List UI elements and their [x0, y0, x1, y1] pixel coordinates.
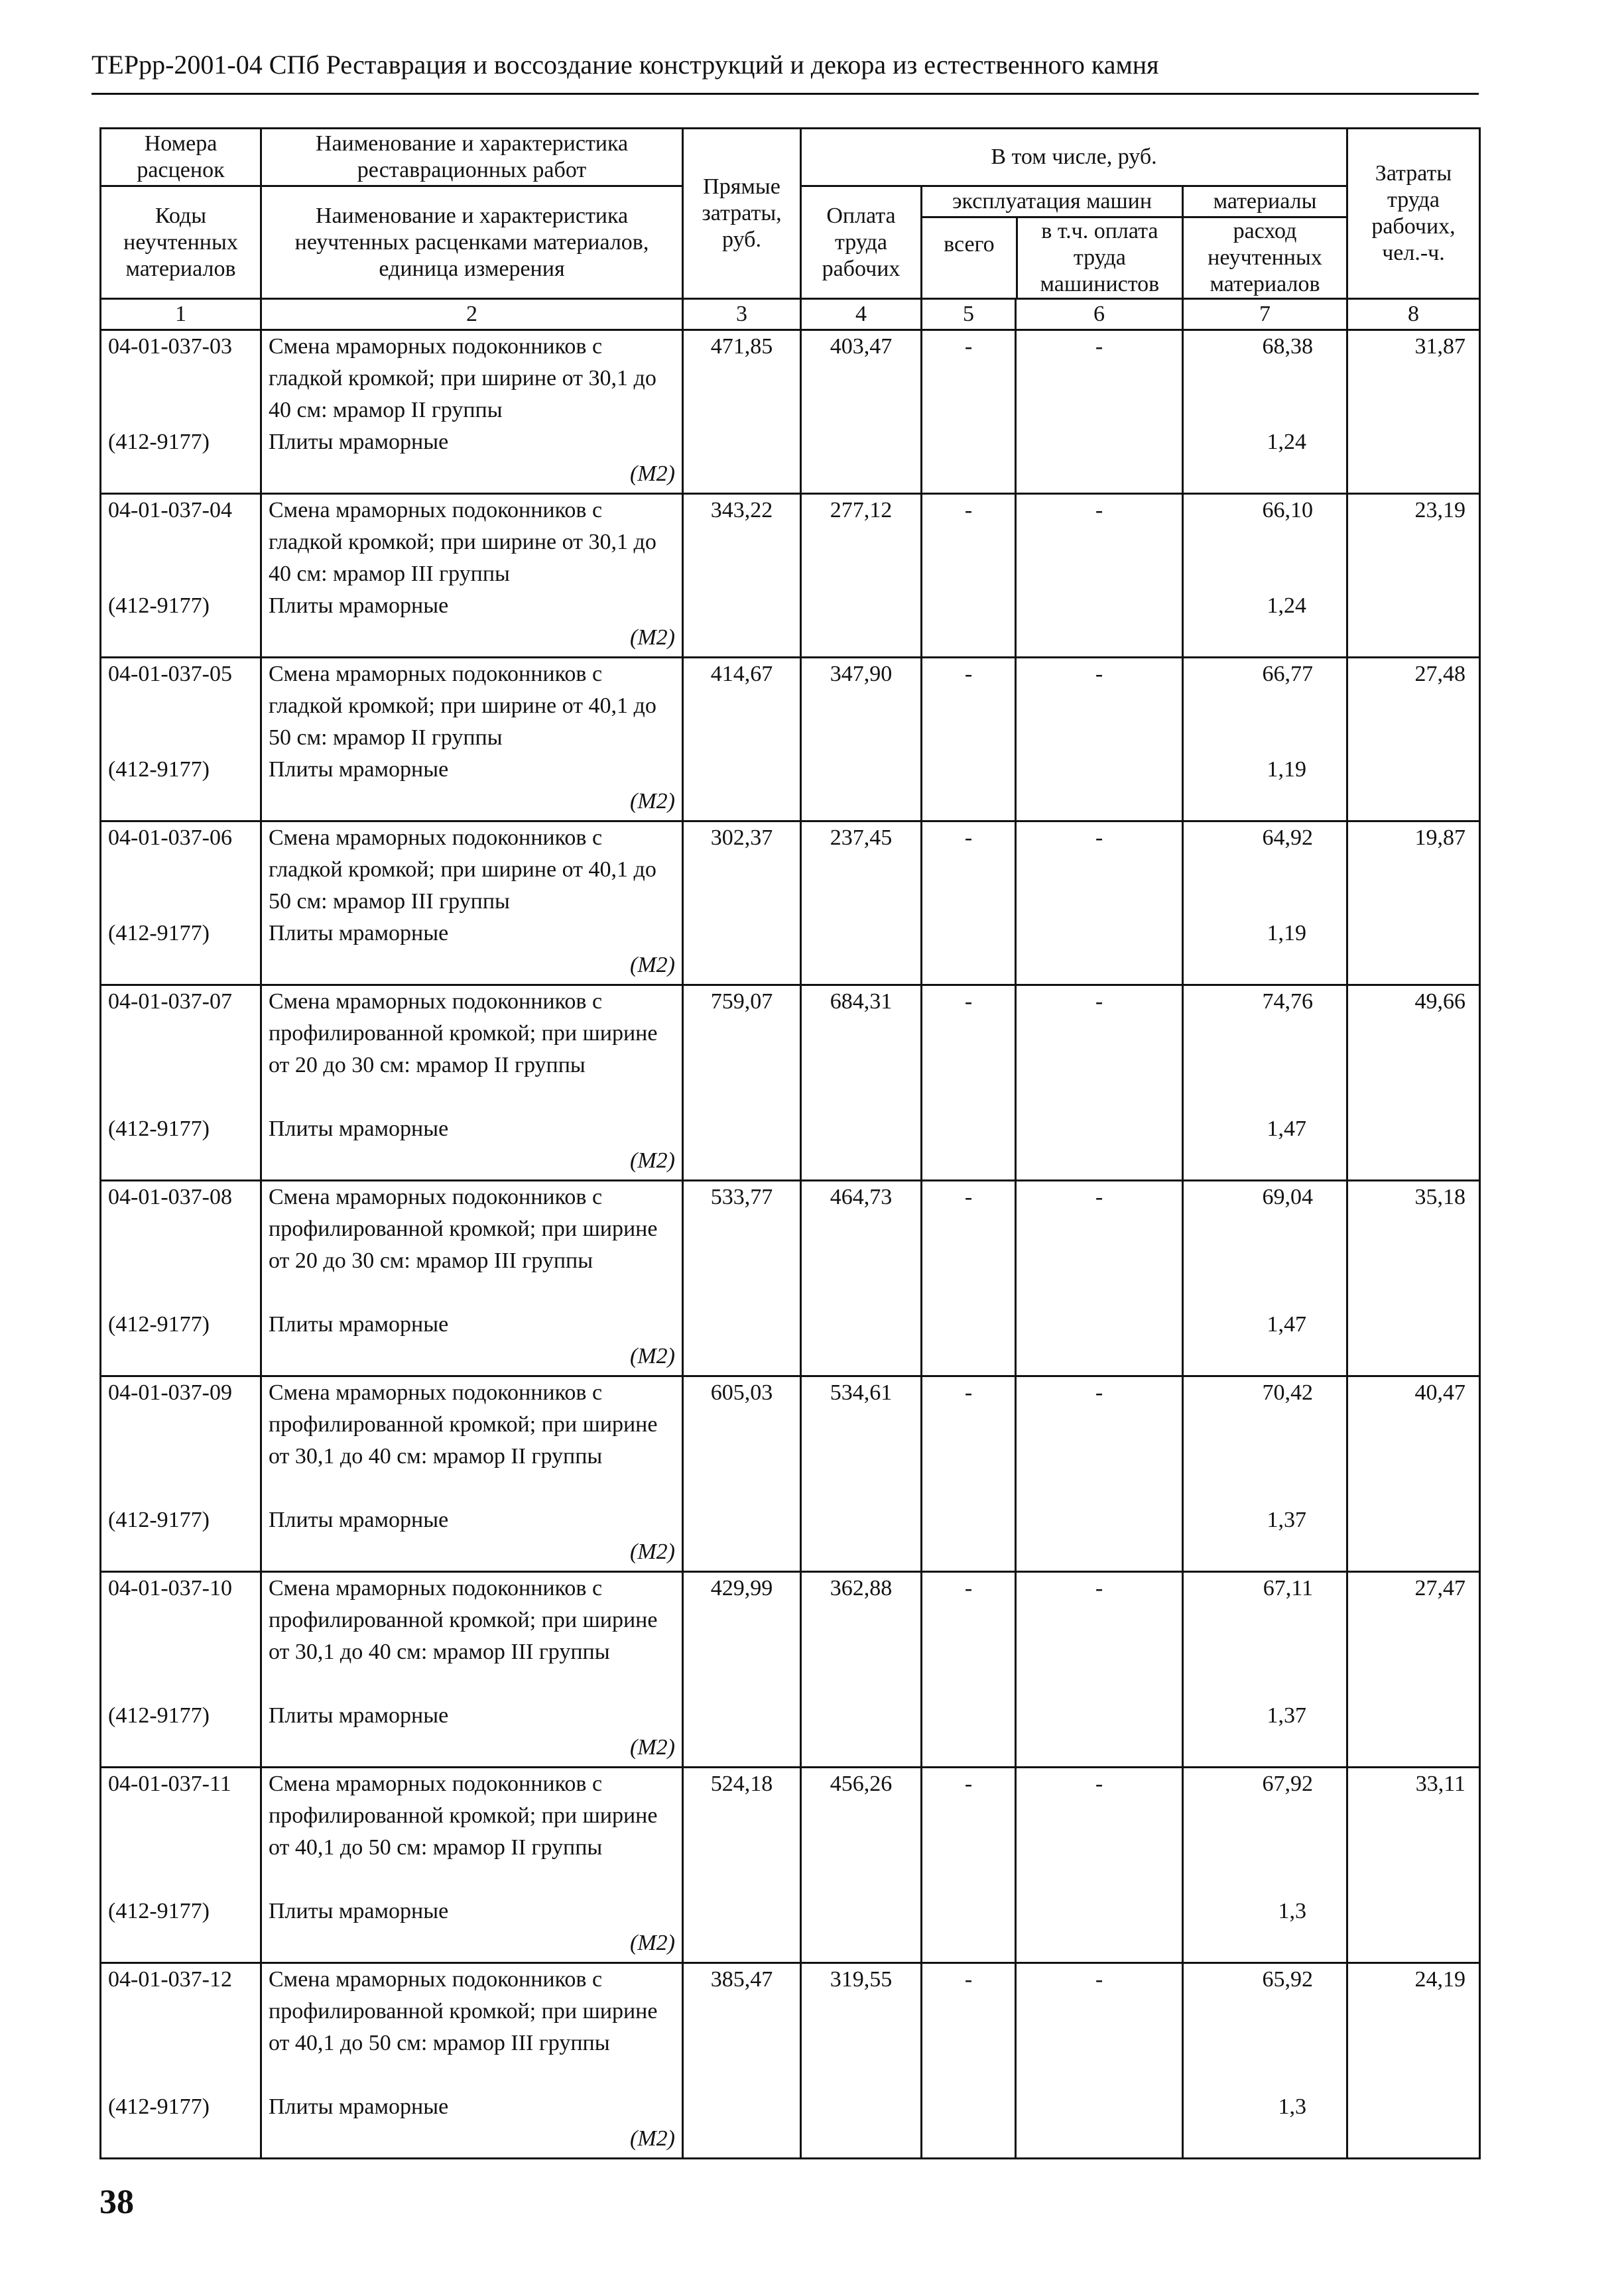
- direct-cost: 471,85: [710, 334, 773, 359]
- machine-operator-cost: -: [1095, 1576, 1103, 1601]
- direct-cost: 759,07: [710, 989, 773, 1014]
- labor-hours-cell: [1347, 1572, 1480, 1768]
- material-name: Плиты мраморные: [269, 921, 449, 945]
- col1-header-bottom: Коды неучтенных материалов: [101, 186, 261, 299]
- direct-cost: 429,99: [710, 1576, 773, 1601]
- direct-cost-cell: [683, 494, 801, 658]
- material-name: Плиты мраморные: [269, 1312, 449, 1337]
- machine-operator-cost: -: [1095, 498, 1103, 522]
- col5-header: всего: [922, 218, 1018, 298]
- labor-hours-cell: [1347, 1963, 1480, 2159]
- labor-cost: 403,47: [830, 334, 893, 359]
- materials-cell: [1183, 494, 1347, 658]
- materials-cost: 66,10: [1262, 498, 1313, 522]
- machine-total-cell: [922, 1181, 1016, 1376]
- labor-hours: 35,18: [1414, 1185, 1465, 1209]
- rate-code: 04-01-037-10: [108, 1576, 232, 1601]
- materials-cost: 67,92: [1262, 1772, 1313, 1796]
- description-cell: [261, 1768, 683, 1963]
- code-cell: [101, 330, 261, 494]
- work-description: Смена мраморных подоконников с гладкой кромкой; при ширине от 30,1 до 40 см: мрамор II группы: [269, 334, 656, 422]
- labor-cost: 534,61: [830, 1380, 893, 1405]
- direct-cost-cell: [683, 985, 801, 1181]
- machine-operator-cell: [1016, 1963, 1183, 2159]
- work-description: Смена мраморных подоконников с профилированной кромкой; при ширине от 40,1 до 50 см: мрамор III группы: [269, 1967, 658, 2055]
- labor-hours-cell: [1347, 1768, 1480, 1963]
- labor-hours-cell: [1347, 1376, 1480, 1572]
- labor-cost: 456,26: [830, 1772, 893, 1796]
- machine-operator-cell: [1016, 1572, 1183, 1768]
- machine-operator-cell: [1016, 1181, 1183, 1376]
- description-cell: [261, 1376, 683, 1572]
- labor-cost: 684,31: [830, 989, 893, 1014]
- running-header: ТЕРрр-2001-04 СПб Реставрация и воссоздание конструкций и декора из естественного камня: [92, 50, 1159, 80]
- material-code: (412-9177): [108, 593, 210, 618]
- materials-cost: 70,42: [1262, 1380, 1313, 1405]
- machine-operator-cost: -: [1095, 662, 1103, 686]
- work-description: Смена мраморных подоконников с профилированной кромкой; при ширине от 30,1 до 40 см: мрамор III группы: [269, 1576, 658, 1664]
- material-quantity: 1,47: [1267, 1312, 1306, 1337]
- material-quantity: 1,3: [1278, 2094, 1306, 2119]
- machines-header: эксплуатация машин: [922, 187, 1182, 218]
- machine-operator-cost: -: [1095, 334, 1103, 359]
- description-cell: [261, 1181, 683, 1376]
- machine-operator-cost: -: [1095, 1185, 1103, 1209]
- column-number: 3: [683, 299, 801, 330]
- column-number: 8: [1347, 299, 1480, 330]
- machine-total: -: [964, 1380, 973, 1405]
- machine-total-cell: [922, 494, 1016, 658]
- labor-hours-cell: [1347, 494, 1480, 658]
- labor-hours: 31,87: [1414, 334, 1465, 359]
- materials-cell: [1183, 985, 1347, 1181]
- page-number: 38: [99, 2183, 134, 2221]
- col7-header: расход неучтенных материалов: [1208, 219, 1322, 296]
- materials-cell: [1183, 821, 1347, 985]
- rate-code: 04-01-037-12: [108, 1967, 232, 1992]
- col2-header-bottom: Наименование и характеристика неучтенных расценками материалов, единица измерения: [261, 186, 683, 299]
- machine-total: -: [964, 1576, 973, 1601]
- labor-cost: 347,90: [830, 662, 893, 686]
- material-code: (412-9177): [108, 1312, 210, 1337]
- materials-cost: 74,76: [1262, 989, 1313, 1014]
- labor-cost-cell: [801, 330, 922, 494]
- labor-hours: 40,47: [1414, 1380, 1465, 1405]
- machine-total: -: [964, 662, 973, 686]
- table-row: [101, 1768, 1480, 1963]
- direct-cost: 414,67: [710, 662, 773, 686]
- code-cell: [101, 821, 261, 985]
- code-cell: [101, 1572, 261, 1768]
- material-unit: (М2): [630, 953, 675, 977]
- code-cell: [101, 1963, 261, 2159]
- col1-header-top: Номера расценок: [101, 129, 261, 186]
- column-number: 5: [922, 299, 1016, 330]
- machine-total: -: [964, 334, 973, 359]
- labor-cost-cell: [801, 658, 922, 821]
- header-rule: [92, 93, 1479, 95]
- direct-cost-cell: [683, 821, 801, 985]
- work-description: Смена мраморных подоконников с гладкой кромкой; при ширине от 30,1 до 40 см: мрамор III группы: [269, 498, 656, 586]
- labor-cost-cell: [801, 494, 922, 658]
- machine-total: -: [964, 498, 973, 522]
- direct-cost-cell: [683, 1376, 801, 1572]
- material-name: Плиты мраморные: [269, 1899, 449, 1923]
- direct-cost-cell: [683, 330, 801, 494]
- direct-cost-cell: [683, 1572, 801, 1768]
- col4-header: Оплата труда рабочих: [822, 203, 901, 281]
- rate-code: 04-01-037-08: [108, 1185, 232, 1209]
- work-description: Смена мраморных подоконников с профилированной кромкой; при ширине от 20 до 30 см: мрамор III группы: [269, 1185, 658, 1273]
- labor-cost-cell: [801, 1572, 922, 1768]
- labor-hours-cell: [1347, 658, 1480, 821]
- machine-total-cell: [922, 330, 1016, 494]
- material-name: Плиты мраморные: [269, 2094, 449, 2119]
- material-quantity: 1,19: [1267, 921, 1306, 945]
- labor-hours: 49,66: [1414, 989, 1465, 1014]
- rate-code: 04-01-037-03: [108, 334, 232, 359]
- materials-cost: 64,92: [1262, 825, 1313, 850]
- labor-cost-cell: [801, 1181, 922, 1376]
- rate-code: 04-01-037-07: [108, 989, 232, 1014]
- material-quantity: 1,37: [1267, 1508, 1306, 1532]
- col2-header-top: Наименование и характеристика реставрационных работ: [261, 129, 683, 186]
- material-unit: (М2): [630, 625, 675, 650]
- materials-cost: 66,77: [1262, 662, 1313, 686]
- labor-cost: 464,73: [830, 1185, 893, 1209]
- material-quantity: 1,37: [1267, 1703, 1306, 1728]
- description-cell: [261, 1572, 683, 1768]
- machine-total: -: [964, 989, 973, 1014]
- description-cell: [261, 1963, 683, 2159]
- machine-operator-cost: -: [1095, 825, 1103, 850]
- machine-operator-cell: [1016, 985, 1183, 1181]
- labor-hours: 33,11: [1415, 1772, 1465, 1796]
- code-cell: [101, 1376, 261, 1572]
- materials-cost: 68,38: [1262, 334, 1313, 359]
- table-row: [101, 985, 1480, 1181]
- materials-cell: [1183, 1376, 1347, 1572]
- labor-cost-cell: [801, 1768, 922, 1963]
- machine-operator-cell: [1016, 821, 1183, 985]
- machine-total: -: [964, 1185, 973, 1209]
- machine-total-cell: [922, 658, 1016, 821]
- material-unit: (М2): [630, 1540, 675, 1564]
- labor-hours: 27,47: [1414, 1576, 1465, 1601]
- material-code: (412-9177): [108, 1508, 210, 1532]
- machine-total-cell: [922, 1768, 1016, 1963]
- materials-header: материалы: [1184, 187, 1346, 218]
- direct-cost-cell: [683, 1768, 801, 1963]
- col8-header: Затраты труда рабочих, чел.-ч.: [1347, 129, 1480, 299]
- machine-total-cell: [922, 821, 1016, 985]
- materials-cell: [1183, 330, 1347, 494]
- column-number: 1: [101, 299, 261, 330]
- table-row: [101, 658, 1480, 821]
- machine-total-cell: [922, 1376, 1016, 1572]
- group-header: В том числе, руб.: [801, 129, 1347, 186]
- labor-hours: 23,19: [1414, 498, 1465, 522]
- table-row: [101, 1572, 1480, 1768]
- material-name: Плиты мраморные: [269, 1117, 449, 1141]
- machine-operator-cost: -: [1095, 989, 1103, 1014]
- code-cell: [101, 1181, 261, 1376]
- machine-total: -: [964, 825, 973, 850]
- direct-cost: 533,77: [710, 1185, 773, 1209]
- materials-cost: 67,11: [1263, 1576, 1313, 1601]
- labor-hours-cell: [1347, 330, 1480, 494]
- work-description: Смена мраморных подоконников с гладкой кромкой; при ширине от 40,1 до 50 см: мрамор III группы: [269, 825, 656, 914]
- labor-cost-cell: [801, 1376, 922, 1572]
- material-code: (412-9177): [108, 1899, 210, 1923]
- description-cell: [261, 985, 683, 1181]
- work-description: Смена мраморных подоконников с профилированной кромкой; при ширине от 30,1 до 40 см: мрамор II группы: [269, 1380, 658, 1469]
- material-code: (412-9177): [108, 430, 210, 454]
- labor-hours: 27,48: [1414, 662, 1465, 686]
- material-name: Плиты мраморные: [269, 757, 449, 782]
- material-unit: (М2): [630, 461, 675, 486]
- machine-total-cell: [922, 985, 1016, 1181]
- table-row: [101, 494, 1480, 658]
- material-name: Плиты мраморные: [269, 1703, 449, 1728]
- material-name: Плиты мраморные: [269, 430, 449, 454]
- materials-cell: [1183, 1963, 1347, 2159]
- machine-total: -: [964, 1772, 973, 1796]
- machine-operator-cost: -: [1095, 1772, 1103, 1796]
- material-name: Плиты мраморные: [269, 593, 449, 618]
- material-name: Плиты мраморные: [269, 1508, 449, 1532]
- materials-cell: [1183, 1572, 1347, 1768]
- col6-header: в т.ч. оплата труда машинистов: [1040, 219, 1160, 296]
- code-cell: [101, 985, 261, 1181]
- direct-cost: 605,03: [710, 1380, 773, 1405]
- material-code: (412-9177): [108, 1117, 210, 1141]
- code-cell: [101, 494, 261, 658]
- direct-cost-cell: [683, 658, 801, 821]
- machine-operator-cell: [1016, 1376, 1183, 1572]
- description-cell: [261, 658, 683, 821]
- description-cell: [261, 494, 683, 658]
- material-quantity: 1,24: [1267, 430, 1306, 454]
- material-quantity: 1,3: [1278, 1899, 1306, 1923]
- machine-operator-cell: [1016, 494, 1183, 658]
- table-row: [101, 330, 1480, 494]
- machine-operator-cell: [1016, 658, 1183, 821]
- direct-cost-cell: [683, 1963, 801, 2159]
- rates-table: [99, 127, 1481, 2159]
- materials-cost: 65,92: [1262, 1967, 1313, 1992]
- table-row: [101, 1181, 1480, 1376]
- materials-cell: [1183, 1181, 1347, 1376]
- rate-code: 04-01-037-11: [108, 1772, 231, 1796]
- machine-operator-cost: -: [1095, 1380, 1103, 1405]
- materials-cell: [1183, 1768, 1347, 1963]
- rate-code: 04-01-037-05: [108, 662, 232, 686]
- work-description: Смена мраморных подоконников с гладкой кромкой; при ширине от 40,1 до 50 см: мрамор II группы: [269, 662, 656, 750]
- direct-cost: 343,22: [710, 498, 773, 522]
- machine-total-cell: [922, 1963, 1016, 2159]
- labor-cost-cell: [801, 985, 922, 1181]
- material-unit: (М2): [630, 1931, 675, 1955]
- description-cell: [261, 821, 683, 985]
- direct-cost: 385,47: [710, 1967, 773, 1992]
- labor-cost-cell: [801, 821, 922, 985]
- material-quantity: 1,19: [1267, 757, 1306, 782]
- machine-operator-cell: [1016, 1768, 1183, 1963]
- material-unit: (М2): [630, 1148, 675, 1173]
- direct-cost: 524,18: [710, 1772, 773, 1796]
- column-number: 7: [1183, 299, 1347, 330]
- labor-cost: 362,88: [830, 1576, 893, 1601]
- code-cell: [101, 658, 261, 821]
- labor-cost: 319,55: [830, 1967, 893, 1992]
- labor-cost: 237,45: [830, 825, 893, 850]
- material-unit: (М2): [630, 1735, 675, 1760]
- machine-total: -: [964, 1967, 973, 1992]
- labor-hours: 24,19: [1414, 1967, 1465, 1992]
- col3-header: Прямые затраты, руб.: [683, 129, 801, 299]
- table-row: [101, 1376, 1480, 1572]
- machine-operator-cell: [1016, 330, 1183, 494]
- labor-hours-cell: [1347, 985, 1480, 1181]
- machine-operator-cost: -: [1095, 1967, 1103, 1992]
- labor-cost-cell: [801, 1963, 922, 2159]
- rate-code: 04-01-037-04: [108, 498, 232, 522]
- column-number: 6: [1016, 299, 1183, 330]
- material-code: (412-9177): [108, 2094, 210, 2119]
- material-quantity: 1,24: [1267, 593, 1306, 618]
- column-number: 4: [801, 299, 922, 330]
- labor-hours: 19,87: [1414, 825, 1465, 850]
- direct-cost-cell: [683, 1181, 801, 1376]
- column-number: 2: [261, 299, 683, 330]
- material-code: (412-9177): [108, 757, 210, 782]
- work-description: Смена мраморных подоконников с профилированной кромкой; при ширине от 20 до 30 см: мрамор II группы: [269, 989, 658, 1077]
- material-quantity: 1,47: [1267, 1117, 1306, 1141]
- rate-code: 04-01-037-09: [108, 1380, 232, 1405]
- materials-cost: 69,04: [1262, 1185, 1313, 1209]
- table-row: [101, 1963, 1480, 2159]
- material-code: (412-9177): [108, 921, 210, 945]
- material-code: (412-9177): [108, 1703, 210, 1728]
- labor-hours-cell: [1347, 821, 1480, 985]
- labor-hours-cell: [1347, 1181, 1480, 1376]
- material-unit: (М2): [630, 2126, 675, 2151]
- table-row: [101, 821, 1480, 985]
- labor-cost: 277,12: [830, 498, 893, 522]
- material-unit: (М2): [630, 1344, 675, 1368]
- code-cell: [101, 1768, 261, 1963]
- rate-code: 04-01-037-06: [108, 825, 232, 850]
- description-cell: [261, 330, 683, 494]
- work-description: Смена мраморных подоконников с профилированной кромкой; при ширине от 40,1 до 50 см: мрамор II группы: [269, 1772, 658, 1860]
- direct-cost: 302,37: [710, 825, 773, 850]
- materials-cell: [1183, 658, 1347, 821]
- machine-total-cell: [922, 1572, 1016, 1768]
- material-unit: (М2): [630, 789, 675, 814]
